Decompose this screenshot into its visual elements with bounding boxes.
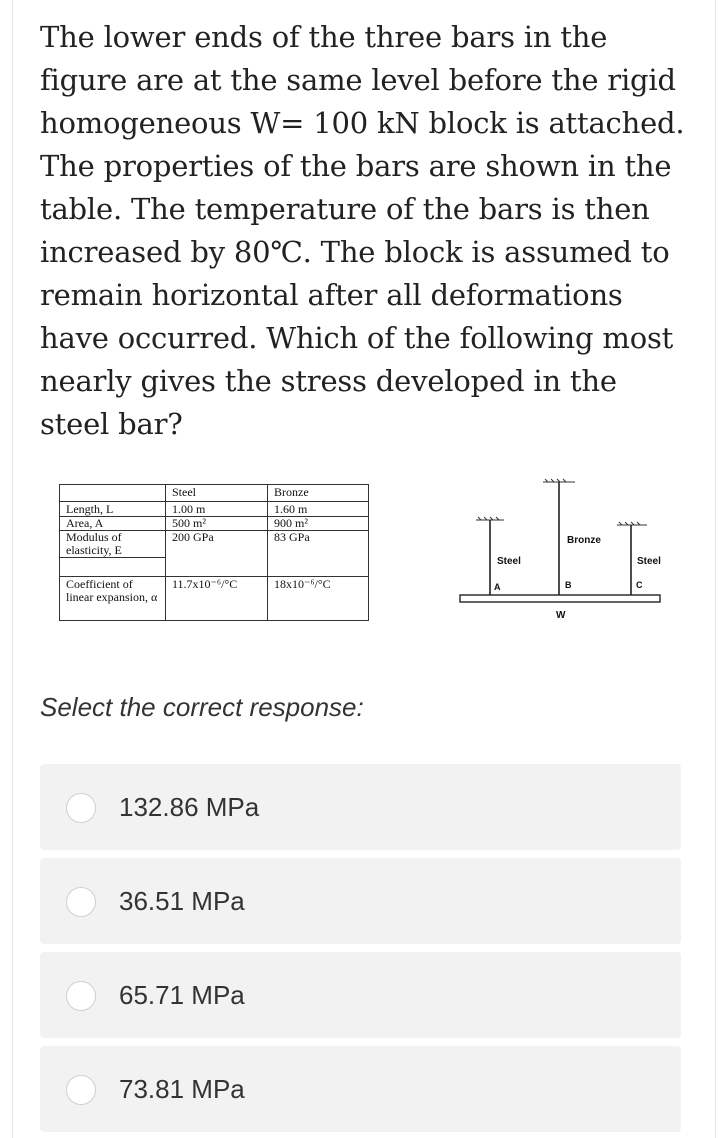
steel-modulus: 200 GPa [172, 530, 214, 544]
bars-diagram [455, 470, 670, 630]
table-header-bronze: Bronze [268, 485, 369, 502]
bronze-coefficient: 18x10⁻⁶/°C [268, 577, 369, 621]
label-a: A [494, 582, 501, 592]
bronze-area: 900 m² [268, 517, 368, 531]
steel-length: 1.00 m [166, 503, 267, 517]
bar-properties-table [59, 484, 369, 621]
prop-modulus: Modulus of elasticity, E [60, 531, 165, 558]
radio-icon[interactable] [66, 981, 96, 1011]
label-steel-right: Steel [637, 556, 661, 567]
table-row [60, 502, 369, 577]
label-b: B [565, 580, 572, 590]
table-header-steel: Steel [166, 485, 268, 502]
left-support [476, 517, 504, 520]
radio-icon[interactable] [66, 887, 96, 917]
answer-label: 73.81 MPa [119, 1074, 245, 1104]
label-bronze: Bronze [567, 535, 601, 546]
steel-coefficient: 11.7x10⁻⁶/°C [166, 577, 268, 621]
answer-option-1[interactable] [40, 764, 681, 850]
table-cell-steel [166, 502, 268, 577]
answer-option-2[interactable] [40, 858, 681, 944]
table-header-row [60, 485, 369, 502]
question-text: The lower ends of the three bars in the figure are at the same level before the rigid homogeneous W= 100 kN block is attached. The properties of the bars are shown in the table. The temperature of the bars is then increased by 80℃. The block is assumed to remain horizontal after all deformations have occurred. Which of the following most nearly gives the stress developed in the steel bar? [40, 20, 685, 441]
answer-option-4[interactable] [40, 1046, 681, 1132]
right-support [617, 522, 647, 525]
prop-coefficient: Coefficient of linear expansion, α [60, 577, 166, 621]
answer-label: 36.51 MPa [119, 886, 245, 916]
bronze-modulus: 83 GPa [274, 530, 310, 544]
bronze-length: 1.60 m [268, 503, 368, 517]
answer-label: 65.71 MPa [119, 980, 245, 1010]
select-prompt: Select the correct response: [40, 692, 364, 722]
radio-icon[interactable] [66, 1075, 96, 1105]
label-steel-left: Steel [497, 556, 521, 567]
steel-area: 500 m² [166, 517, 267, 531]
table-row [60, 577, 369, 621]
table-cell-property [60, 502, 166, 577]
table-header-blank [60, 485, 166, 502]
answer-label: 132.86 MPa [119, 792, 260, 822]
prop-length: Length, L [60, 503, 165, 517]
rigid-block [460, 595, 660, 602]
label-c: C [636, 580, 643, 590]
middle-support [543, 479, 575, 482]
label-w: W [556, 610, 566, 621]
prop-area: Area, A [60, 517, 165, 531]
table-cell-bronze [268, 502, 369, 577]
answer-option-3[interactable] [40, 952, 681, 1038]
radio-icon[interactable] [66, 793, 96, 823]
